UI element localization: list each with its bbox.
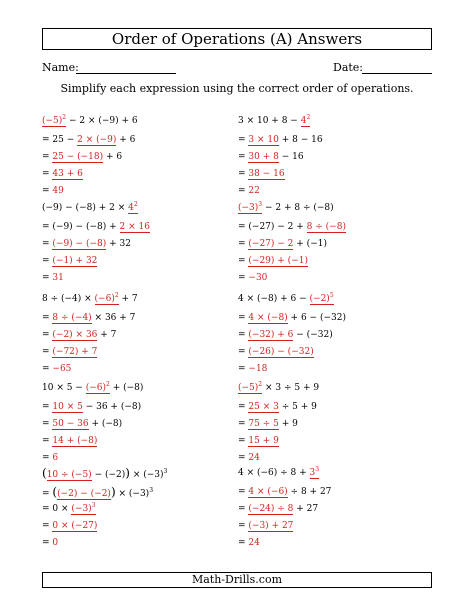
problem-expression: $(-3)^3 - 2 + 8 \div (-8)$ xyxy=(238,201,334,213)
solution-step: = 43 + 6 xyxy=(42,169,83,179)
solution-step: = $((-2) - (-2)) \times (-3)^3$ xyxy=(42,485,154,499)
solution-step: = 30 + 8 − 16 xyxy=(238,152,304,162)
solution-step: = 14 + (−8) xyxy=(42,436,98,446)
solution-step: = (−9) − (−8) + 2 × 16 xyxy=(42,222,150,232)
problem-1 xyxy=(42,114,262,201)
solution-step: = 25 − (−18) + 6 xyxy=(42,152,123,162)
name-field-line[interactable] xyxy=(76,73,176,74)
solution-step: = 25 − 2 × (−9) + 6 xyxy=(42,135,136,145)
name-label: Name: xyxy=(42,61,79,74)
solution-step: = (−3) + 27 xyxy=(238,521,294,531)
problem-expression: $(-5)^2 - 2 \times (-9) + 6$ xyxy=(42,114,138,126)
problem-expression: $10 \times 5 - (-6)^2 + (-8)$ xyxy=(42,381,144,393)
solution-step: = 38 − 16 xyxy=(238,169,285,179)
problem-expression: $4 \times (-6) \div 8 + 3^3$ xyxy=(238,466,320,478)
solution-step: = (−26) − (−32) xyxy=(238,347,314,357)
final-answer: = −65 xyxy=(42,364,72,374)
solution-step: = 4 × (−8) + 6 − (−32) xyxy=(238,313,346,323)
solution-step: = $0 \times (-3)^3$ xyxy=(42,502,96,514)
solution-step: = (−29) + (−1) xyxy=(238,256,308,266)
final-answer: = 0 xyxy=(42,538,59,548)
footer-brand: Math-Drills.com xyxy=(42,572,432,588)
solution-step: = (−24) ÷ 8 + 27 xyxy=(238,504,319,514)
solution-step: = 10 × 5 − 36 + (−8) xyxy=(42,402,142,412)
solution-step: = (−1) + 32 xyxy=(42,256,98,266)
solution-step: = 25 × 3 ÷ 5 + 9 xyxy=(238,402,317,412)
problem-9 xyxy=(42,466,262,553)
solution-step: = 15 + 9 xyxy=(238,436,279,446)
problem-expression: $4 \times (-8) + 6 - (-2)^5$ xyxy=(238,292,334,304)
problem-10 xyxy=(238,466,458,553)
problem-2 xyxy=(238,114,458,201)
solution-step: = (−72) + 7 xyxy=(42,347,98,357)
problem-4 xyxy=(238,201,458,288)
solution-step: = (−32) + 6 − (−32) xyxy=(238,330,333,340)
problem-8 xyxy=(238,381,458,468)
solution-step: = (−27) − 2 + (−1) xyxy=(238,239,327,249)
solution-step: = 0 × (−27) xyxy=(42,521,98,531)
solution-step: = 8 ÷ (−4) × 36 + 7 xyxy=(42,313,136,323)
final-answer: = 22 xyxy=(238,186,260,196)
final-answer: = −30 xyxy=(238,273,268,283)
problem-expression: $(10 \div (-5) - (-2)) \times (-3)^3$ xyxy=(42,466,168,480)
solution-step: = 50 − 36 + (−8) xyxy=(42,419,123,429)
solution-step: = 75 ÷ 5 + 9 xyxy=(238,419,298,429)
solution-step: = (−27) − 2 + 8 ÷ (−8) xyxy=(238,222,346,232)
date-label: Date: xyxy=(333,61,364,74)
date-field-line[interactable] xyxy=(362,73,432,74)
problem-7 xyxy=(42,381,262,468)
solution-step: = 4 × (−6) ÷ 8 + 27 xyxy=(238,487,332,497)
final-answer: = 6 xyxy=(42,453,59,463)
problem-expression: $(-9) - (-8) + 2 \times 4^2$ xyxy=(42,201,138,213)
problem-6 xyxy=(238,292,458,379)
problem-expression: $8 \div (-4) \times (-6)^2 + 7$ xyxy=(42,292,138,304)
problem-5 xyxy=(42,292,262,379)
final-answer: = 49 xyxy=(42,186,64,196)
final-answer: = 24 xyxy=(238,453,260,463)
final-answer: = 31 xyxy=(42,273,64,283)
solution-step: = 3 × 10 + 8 − 16 xyxy=(238,135,323,145)
final-answer: = 24 xyxy=(238,538,260,548)
page-title: Order of Operations (A) Answers xyxy=(42,28,432,50)
problem-expression: $(-5)^2 \times 3 \div 5 + 9$ xyxy=(238,381,320,393)
final-answer: = −18 xyxy=(238,364,268,374)
solution-step: = (−2) × 36 + 7 xyxy=(42,330,117,340)
instructions: Simplify each expression using the correct order of operations. xyxy=(60,82,414,95)
problem-expression: $3 \times 10 + 8 - 4^2$ xyxy=(238,114,311,126)
solution-step: = (−9) − (−8) + 32 xyxy=(42,239,131,249)
problem-3 xyxy=(42,201,262,288)
